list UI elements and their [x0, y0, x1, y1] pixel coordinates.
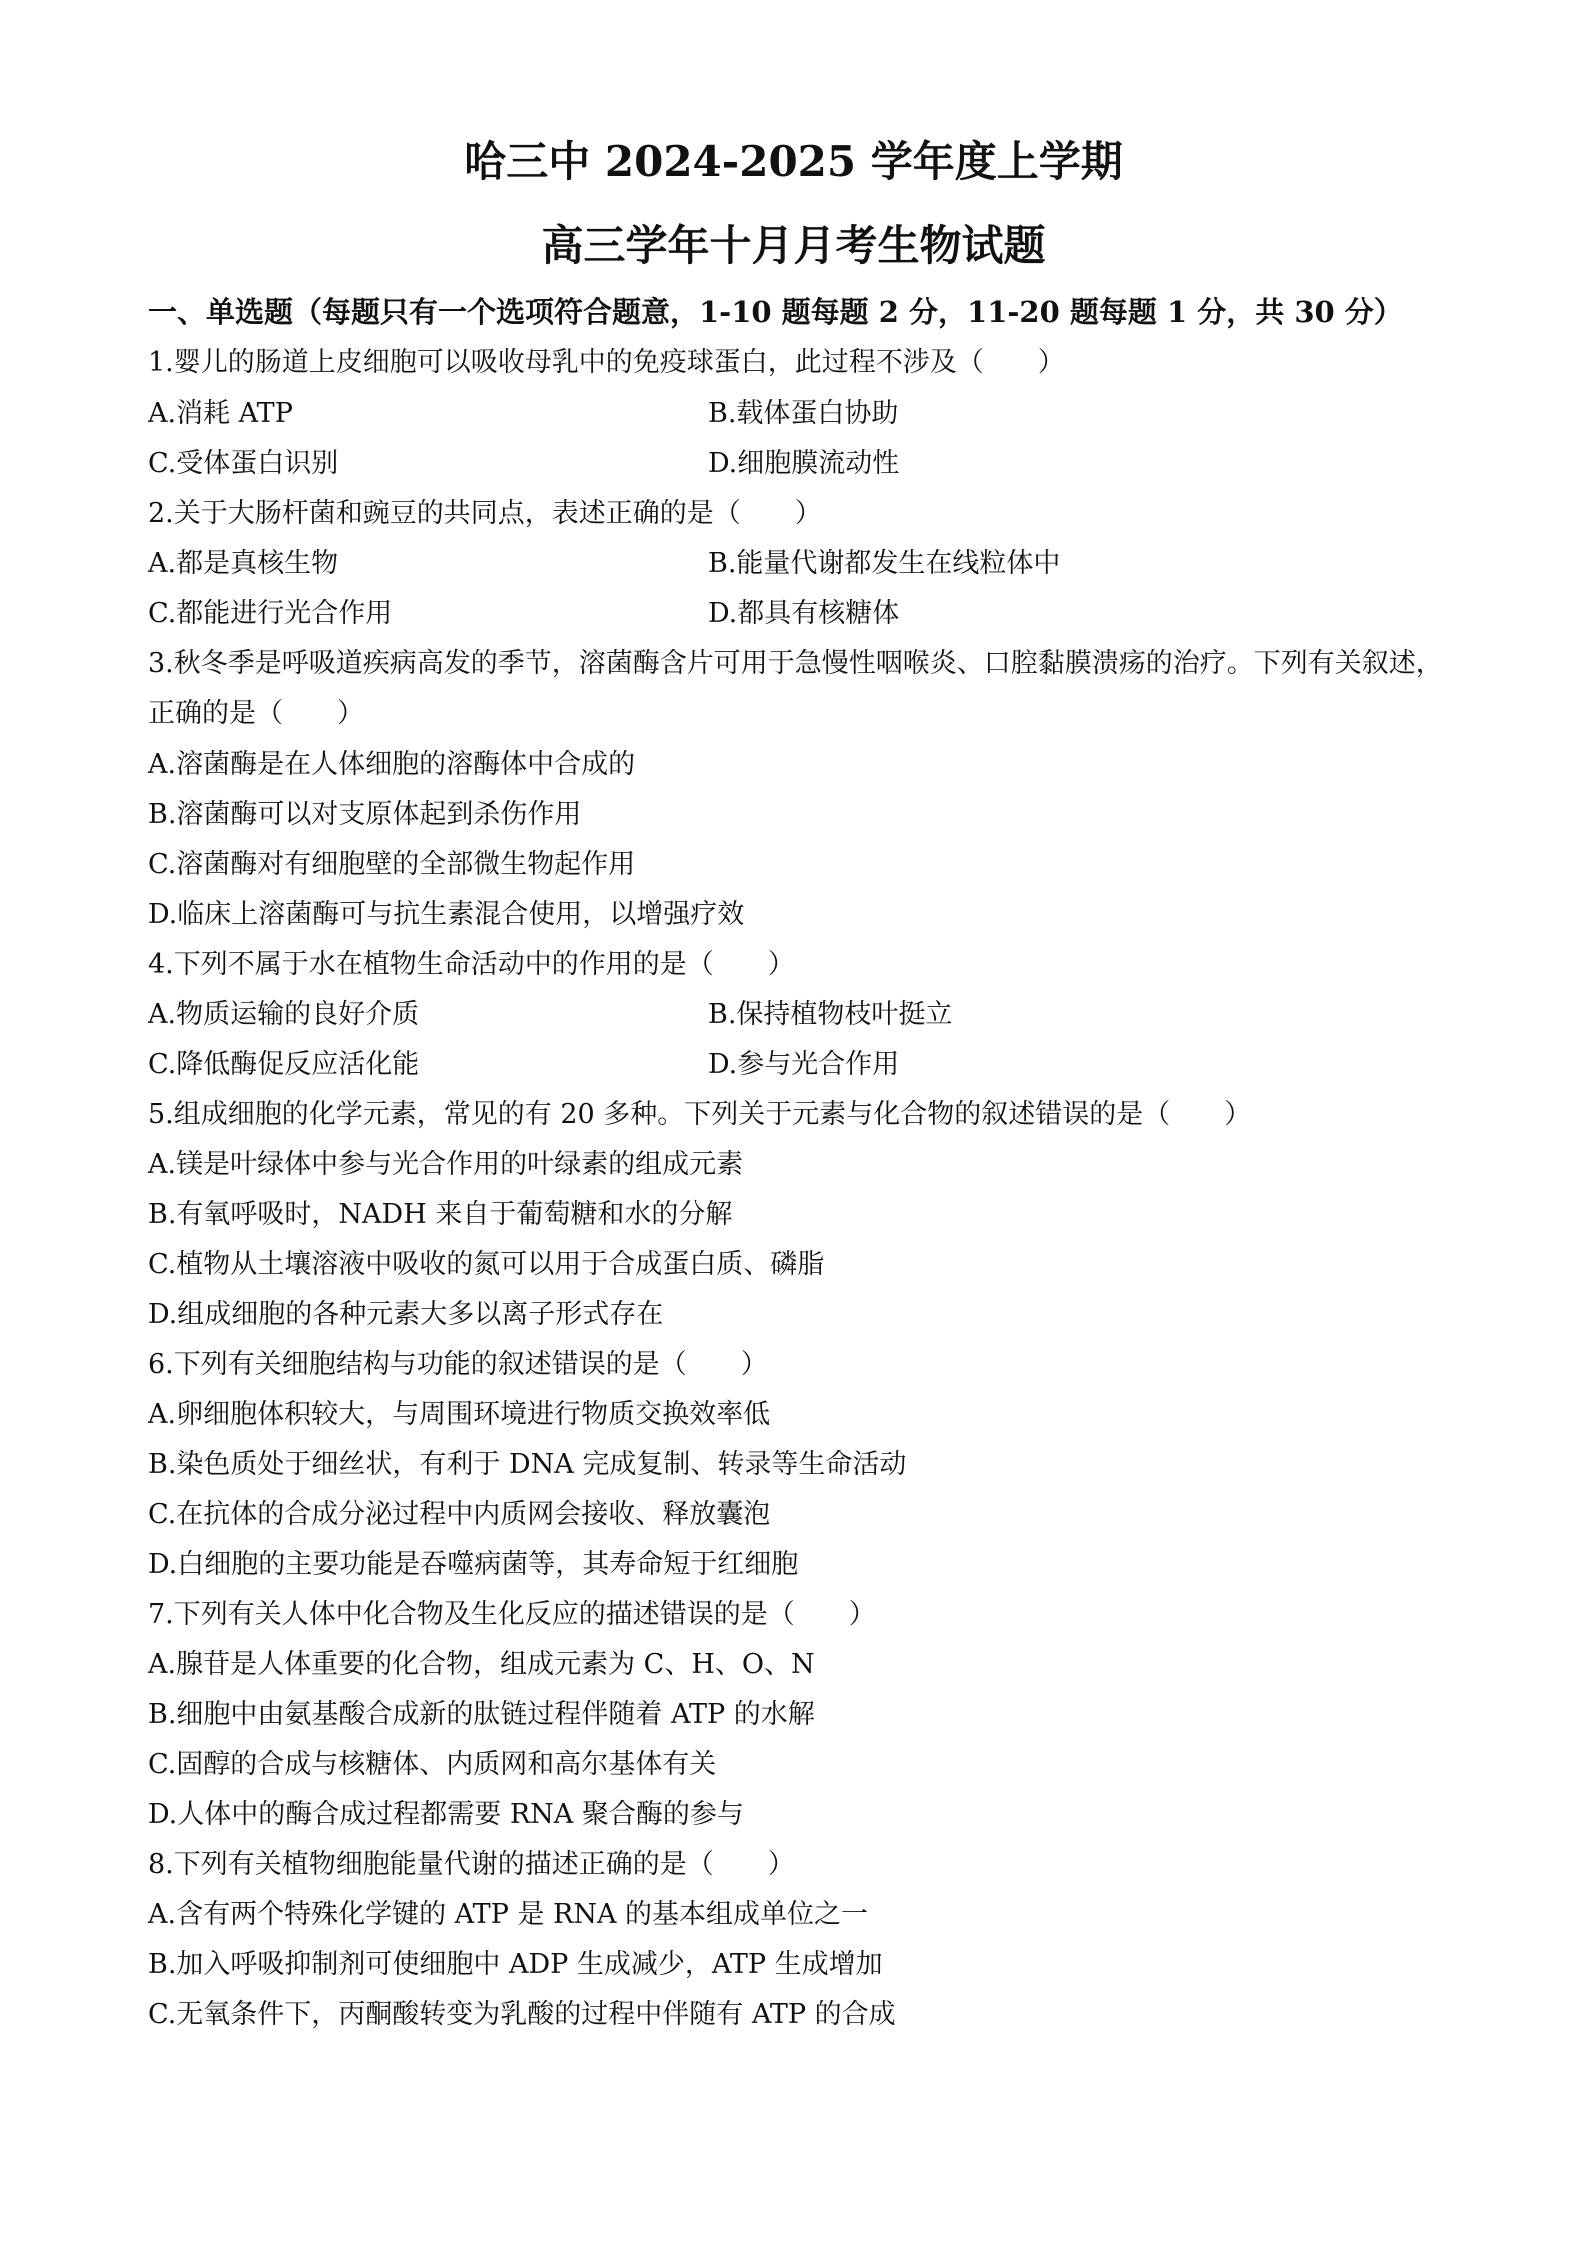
question-4-option-c: C.降低酶促反应活化能: [148, 1049, 420, 1080]
question-4-option-b: B.保持植物枝叶挺立: [708, 999, 953, 1030]
question-5-option-d: D.组成细胞的各种元素大多以离子形式存在: [148, 1299, 664, 1330]
question-8-option-a: A.含有两个特殊化学键的 ATP 是 RNA 的基本组成单位之一: [148, 1899, 869, 1930]
question-2-option-a: A.都是真核生物: [148, 548, 339, 579]
question-7-option-a: A.腺苷是人体重要的化合物，组成元素为 C、H、O、N: [148, 1649, 815, 1680]
question-6-option-b: B.染色质处于细丝状，有利于 DNA 完成复制、转录等生命活动: [148, 1449, 907, 1480]
question-2-option-b: B.能量代谢都发生在线粒体中: [708, 548, 1061, 579]
exam-title-school-term: 哈三中 2024-2025 学年度上学期: [464, 137, 1123, 186]
question-1-option-c: C.受体蛋白识别: [148, 448, 339, 479]
question-7-option-c: C.固醇的合成与核糖体、内质网和高尔基体有关: [148, 1749, 717, 1780]
question-3-option-b: B.溶菌酶可以对支原体起到杀伤作用: [148, 799, 582, 830]
question-8-stem: 8.下列有关植物细胞能量代谢的描述正确的是（ ）: [148, 1849, 795, 1880]
question-6-stem: 6.下列有关细胞结构与功能的叙述错误的是（ ）: [148, 1349, 768, 1380]
question-6-option-c: C.在抗体的合成分泌过程中内质网会接收、释放囊泡: [148, 1499, 771, 1530]
exam-title-subject: 高三学年十月月考生物试题: [541, 221, 1046, 270]
question-2-option-c: C.都能进行光合作用: [148, 598, 393, 629]
question-7-option-d: D.人体中的酶合成过程都需要 RNA 聚合酶的参与: [148, 1799, 744, 1830]
question-5-option-a: A.镁是叶绿体中参与光合作用的叶绿素的组成元素: [148, 1149, 744, 1180]
question-1-option-b: B.载体蛋白协助: [708, 398, 899, 429]
question-1-stem: 1.婴儿的肠道上皮细胞可以吸收母乳中的免疫球蛋白，此过程不涉及（ ）: [148, 347, 1065, 378]
question-8-option-b: B.加入呼吸抑制剂可使细胞中 ADP 生成减少，ATP 生成增加: [148, 1949, 883, 1980]
question-1-option-a: A.消耗 ATP: [148, 398, 293, 429]
question-3-stem-line-2: 正确的是（ ）: [148, 698, 364, 729]
question-4-option-a: A.物质运输的良好介质: [148, 999, 420, 1030]
question-7-stem: 7.下列有关人体中化合物及生化反应的描述错误的是（ ）: [148, 1599, 876, 1630]
question-8-option-c: C.无氧条件下，丙酮酸转变为乳酸的过程中伴随有 ATP 的合成: [148, 1999, 896, 2030]
question-2-option-d: D.都具有核糖体: [708, 598, 900, 629]
question-7-option-b: B.细胞中由氨基酸合成新的肽链过程伴随着 ATP 的水解: [148, 1699, 815, 1730]
question-5-option-b: B.有氧呼吸时，NADH 来自于葡萄糖和水的分解: [148, 1199, 733, 1230]
question-2-stem: 2.关于大肠杆菌和豌豆的共同点，表述正确的是（ ）: [148, 498, 822, 529]
question-6-option-a: A.卵细胞体积较大，与周围环境进行物质交换效率低: [148, 1399, 771, 1430]
question-3-option-c: C.溶菌酶对有细胞壁的全部微生物起作用: [148, 849, 636, 880]
question-3-option-a: A.溶菌酶是在人体细胞的溶酶体中合成的: [148, 749, 636, 780]
question-4-stem: 4.下列不属于水在植物生命活动中的作用的是（ ）: [148, 949, 795, 980]
section-heading-single-choice: 一、单选题（每题只有一个选项符合题意，1-10 题每题 2 分，11-20 题每题 1 分，共 30 分）: [148, 295, 1403, 329]
question-3-option-d: D.临床上溶菌酶可与抗生素混合使用，以增强疗效: [148, 899, 745, 930]
question-1-option-d: D.细胞膜流动性: [708, 448, 900, 479]
question-6-option-d: D.白细胞的主要功能是吞噬病菌等，其寿命短于红细胞: [148, 1549, 799, 1580]
question-5-stem: 5.组成细胞的化学元素，常见的有 20 多种。下列关于元素与化合物的叙述错误的是（ ）: [148, 1099, 1252, 1130]
question-5-option-c: C.植物从土壤溶液中吸收的氮可以用于合成蛋白质、磷脂: [148, 1249, 825, 1280]
question-4-option-d: D.参与光合作用: [708, 1049, 900, 1080]
question-3-stem-line-1: 3.秋冬季是呼吸道疾病高发的季节，溶菌酶含片可用于急慢性咽喉炎、口腔黏膜溃疡的治疗。下列有关叙述，: [148, 648, 1443, 679]
